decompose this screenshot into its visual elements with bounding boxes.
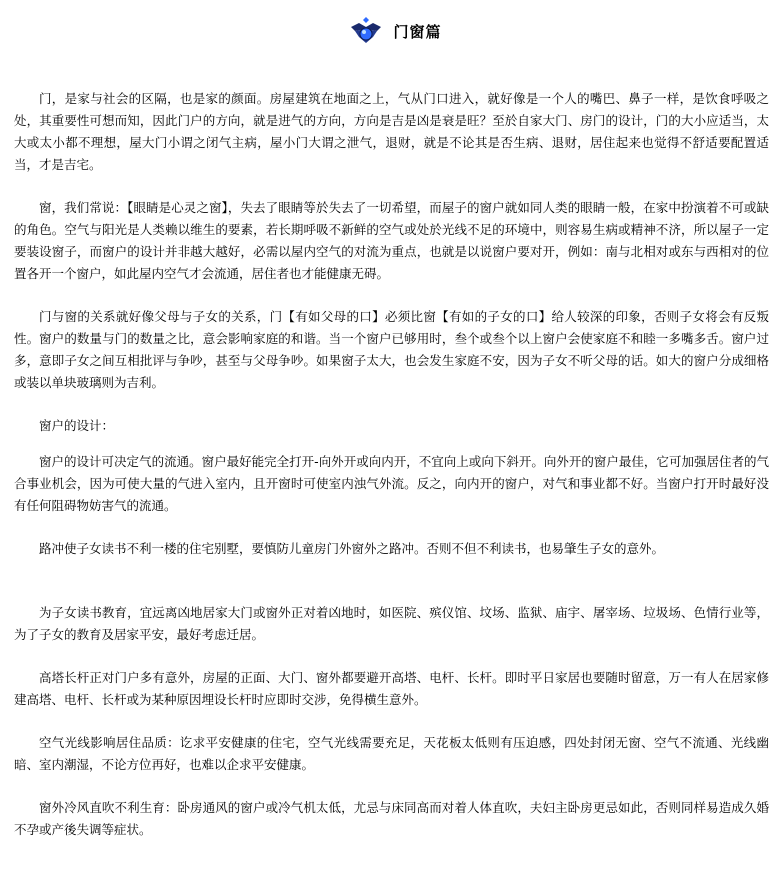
paragraph-road-clash: 路冲使子女读书不利一楼的住宅别墅，要慎防儿童房门外窗外之路冲。否则不但不利读书，也易肇生子女的意外。 xyxy=(39,541,665,556)
blue-gem-emblem-icon xyxy=(349,17,383,45)
article-body xyxy=(0,50,783,841)
paragraph-tall-towers: 高塔长杆正对门户多有意外，房屋的正面、大门、窗外都要避开高塔、电杆、长杆。即时平日家居也要随时留意，万一有人在居家修建高塔、电杆、长杆或为某种原因埋设长杆时应即时交涉，免得横生意外。 xyxy=(14,670,769,707)
paragraph-door-window-relation: 门与窗的关系就好像父母与子女的关系，门【有如父母的口】必须比窗【有如的子女的口】给人较深的印象，否则子女将会有反叛性。窗户的数量与门的数量之比，意会影响家庭的和谐。当一个窗户已够用时，叁个或叁个以上窗户会使家庭不和睦一多嘴多舌。窗户过多，意即子女之间互相批评与争吵，甚至与父母争吵。如果窗子太大，也会发生家庭不安，因为子女不听父母的话。如大的窗户分成细格或装以单块玻璃则为吉利。 xyxy=(14,309,769,390)
paragraph-education-location: 为子女读书教育，宜远离凶地居家大门或窗外正对着凶地时，如医院、殡仪馆、坟场、监狱、庙宇、屠宰场、垃圾场、色情行业等，为了子女的教育及居家平安，最好考虑迁居。 xyxy=(14,605,769,642)
paragraph-door: 门，是家与社会的区隔，也是家的颜面。房屋建筑在地面之上，气从门口进入，就好像是一个人的嘴巴、鼻子一样，是饮食呼吸之处，其重要性可想而知，因此门户的方向，就是进气的方向，方向是吉是凶是衰是旺？至於自家大门、房门的设计，门的大小应适当，太大或太小都不理想，屋大门小谓之闭气主病，屋小门大谓之泄气，退财，就是不论其是否生病、退财，居住起来也觉得不舒适要配置适当，才是吉宅。 xyxy=(14,91,769,172)
paragraph-window: 窗，我们常说：【眼睛是心灵之窗】，失去了眼睛等於失去了一切希望，而屋子的窗户就如同人类的眼睛一般，在家中扮演着不可或缺的角色。空气与阳光是人类赖以维生的要素，若长期呼吸不新鲜的空气或处於光线不足的环境中，则容易生病或精神不济，所以屋子一定要装设窗子，而窗户的设计并非越大越好，必需以屋内空气的对流为重点，也就是以说窗户要对开，例如：南与北相对或东与西相对的位置各开一个窗户，如此屋内空气才会流通，居住者也才能健康无碍。 xyxy=(14,200,769,281)
paragraph-window-design: 窗户的设计可决定气的流通。窗户最好能完全打开-向外开或向内开，不宜向上或向下斜开。向外开的窗户最佳，它可加强居住者的气合事业机会，因为可使大量的气进入室内，且开窗时可使室内浊气外流。反之，向内开的窗户，对气和事业都不好。当窗户打开时最好没有任何阻碍物妨害气的流通。 xyxy=(14,454,769,513)
page-header xyxy=(8,12,783,50)
paragraph-air-light: 空气光线影响居住品质：讫求平安健康的住宅，空气光线需要充足，天花板太低则有压迫感，四处封闭无窗、空气不流通、光线幽暗、室内潮湿，不论方位再好，也难以企求平安健康。 xyxy=(14,735,769,772)
paragraph-cold-wind: 窗外冷风直吹不利生育：卧房通风的窗户或冷气机太低，尤忌与床同高而对着人体直吹，夫妇主卧房更忌如此，否则同样易造成久婚不孕或产後失调等症状。 xyxy=(14,800,769,837)
page-title: 门窗篇 xyxy=(393,22,442,41)
section-heading-window-design: 窗户的设计： xyxy=(39,418,115,433)
